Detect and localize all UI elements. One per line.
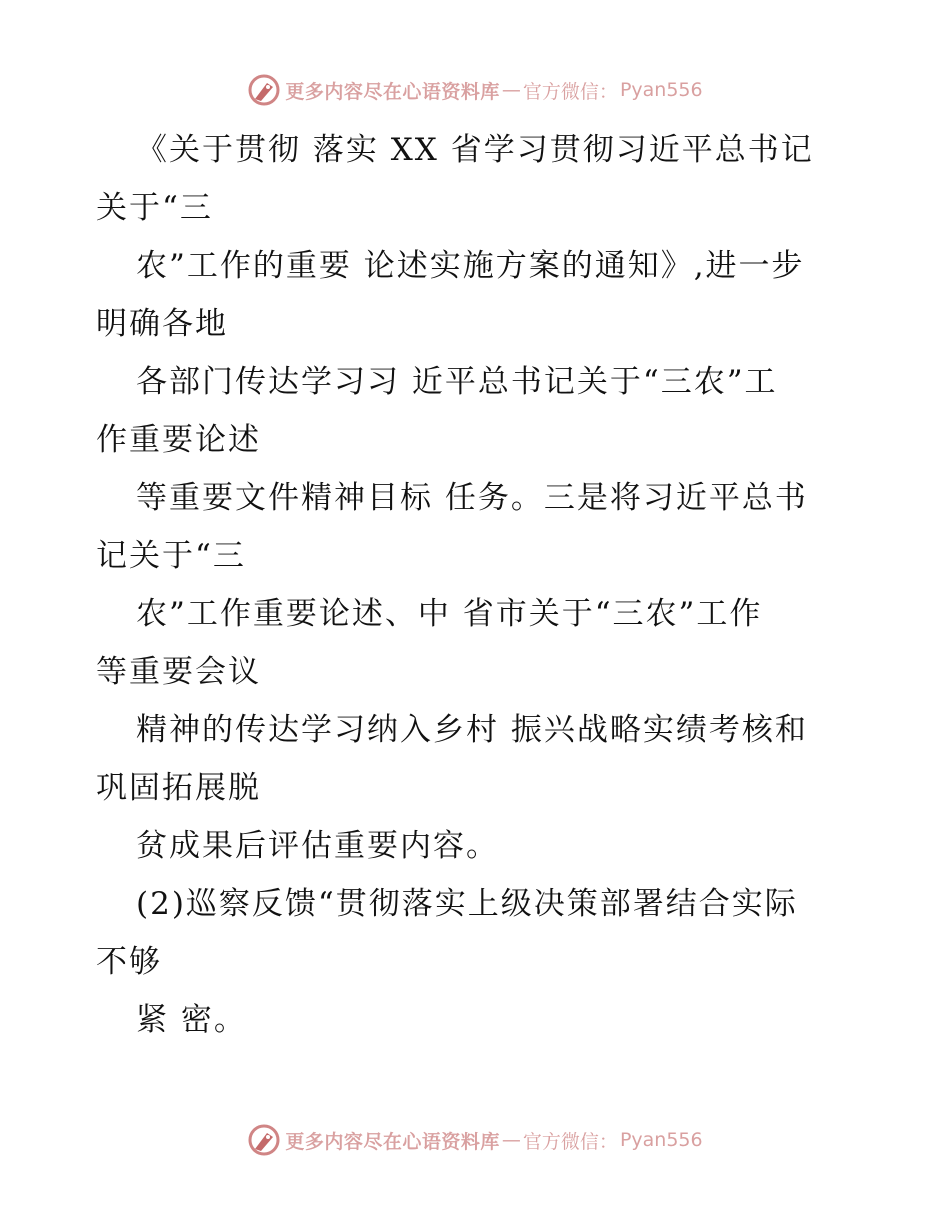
- document-body: [96, 121, 846, 1049]
- body-line: 《关于贯彻 落实 XX 省学习贯彻习近平总书记: [136, 132, 814, 168]
- body-line: 紧 密。: [136, 1002, 247, 1038]
- body-line: 等重要文件精神目标 任务。三是将习近平总书: [136, 480, 808, 516]
- body-line: 各部门传达学习习 近平总书记关于“三农”工: [136, 364, 778, 400]
- header-site-text: 更多内容尽在心语资料库: [285, 80, 500, 103]
- footer-wechat-id: Pyan556: [619, 1129, 703, 1151]
- header-wechat-label: 官方微信：: [522, 80, 618, 103]
- pen-nib-logo-icon: [247, 1123, 281, 1157]
- body-line: 不够: [96, 944, 162, 980]
- body-line: 精神的传达学习纳入乡村 振兴战略实绩考核和: [136, 712, 808, 748]
- footer-banner: [0, 1120, 950, 1160]
- footer-site-text: 更多内容尽在心语资料库: [285, 1130, 500, 1153]
- header-wechat-id: Pyan556: [619, 79, 703, 101]
- footer-wechat-label: 官方微信：: [522, 1130, 618, 1153]
- body-line: 关于“三: [96, 190, 213, 226]
- pen-nib-logo-icon: [247, 73, 281, 107]
- body-line: 农”工作重要论述、中 省市关于“三农”工作: [136, 596, 763, 632]
- body-line: 明确各地: [96, 306, 228, 342]
- body-line: 等重要会议: [96, 654, 261, 690]
- header-separator: —: [501, 79, 521, 101]
- body-line: 作重要论述: [96, 422, 261, 458]
- body-line: 农”工作的重要 论述实施方案的通知》,进一步: [136, 248, 805, 284]
- footer-separator: —: [501, 1129, 521, 1151]
- body-line: 巩固拓展脱: [96, 770, 261, 806]
- body-line: 贫成果后评估重要内容。: [136, 828, 499, 864]
- body-line: 记关于“三: [96, 538, 246, 574]
- header-banner: [0, 70, 950, 110]
- body-line: (2)巡察反馈“贯彻落实上级决策部署结合实际: [136, 886, 798, 922]
